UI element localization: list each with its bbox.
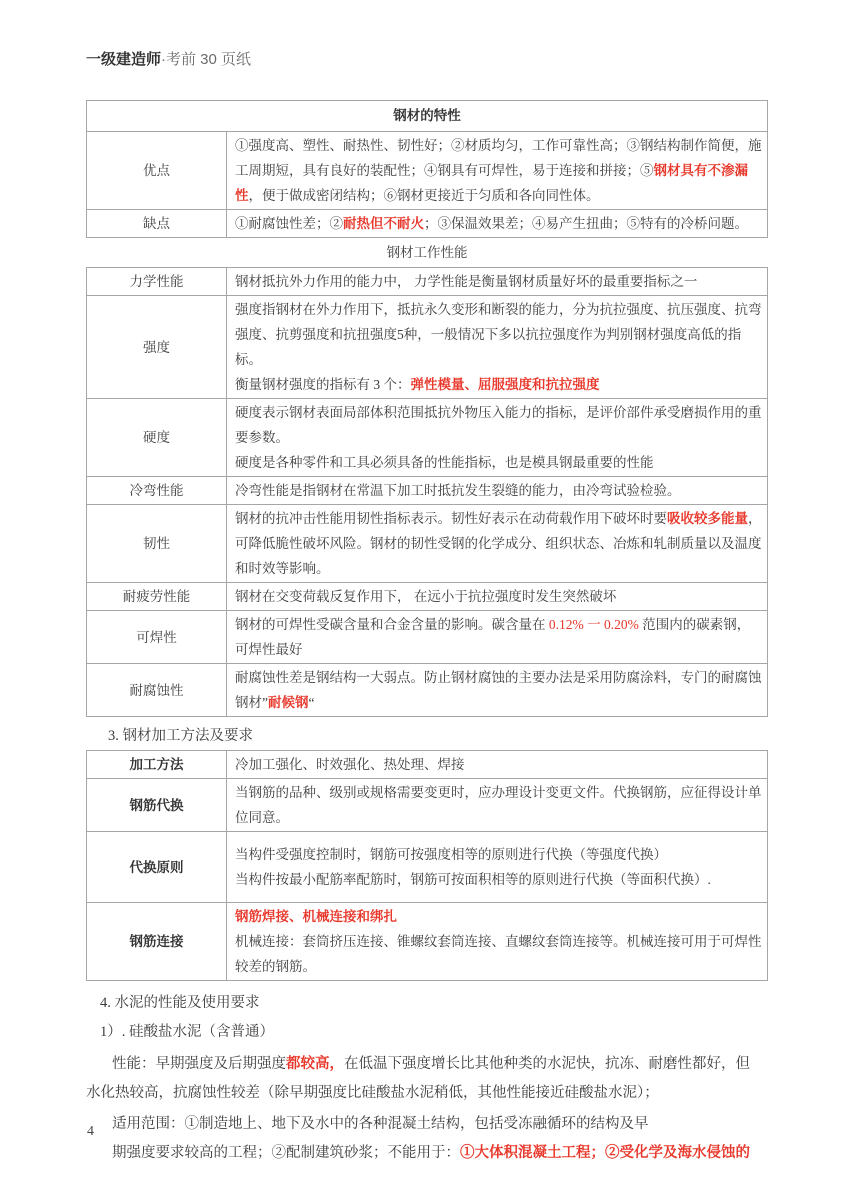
row-content-cell	[227, 832, 768, 903]
row-label-cell: 力学性能	[87, 268, 227, 296]
table-row	[87, 751, 768, 779]
text-segment: 性能：早期强度及后期强度	[112, 1056, 286, 1072]
paragraph-line	[86, 1050, 768, 1079]
row-label-cell: 加工方法	[87, 751, 227, 779]
text-segment: ，便于做成密闭结构；⑥钢材更接近于匀质和各向同性体。	[248, 188, 600, 203]
cell-paragraph	[91, 103, 763, 129]
doc-subtitle: ·考前 30 页纸	[161, 51, 252, 68]
cell-paragraph	[235, 612, 763, 662]
text-segment: 钢材的抗冲击性能用韧性指标表示。韧性好表示在动荷载作用下破坏时要	[235, 511, 667, 526]
table-row	[87, 903, 768, 981]
cell-paragraph	[235, 752, 763, 777]
text-segment: 硬度表示钢材表面局部体积范围抵抗外物压入能力的指标，是评价部件承受磨损作用的重要参数。	[235, 405, 762, 445]
row-content-cell	[227, 399, 768, 477]
paragraph-line	[112, 1139, 768, 1168]
highlighted-text: 钢材具有不渗漏性	[235, 163, 748, 203]
row-content-cell	[227, 779, 768, 832]
subsection-1-heading: 1）. 硅酸盐水泥（含普通）	[100, 1024, 274, 1040]
table-row	[87, 583, 768, 611]
table-row	[87, 101, 768, 132]
page-header	[86, 50, 768, 70]
paragraph-line	[112, 1110, 768, 1139]
table-row	[87, 779, 768, 832]
row-label-cell: 代换原则	[87, 832, 227, 903]
row-label-cell: 钢筋连接	[87, 903, 227, 981]
cell-paragraph	[235, 780, 763, 830]
cell-paragraph	[235, 372, 763, 397]
doc-title: 一级建造师	[86, 51, 162, 68]
cell-paragraph	[235, 584, 763, 609]
cell-paragraph	[235, 133, 763, 208]
table-row	[87, 238, 768, 268]
cell-paragraph	[235, 450, 763, 475]
cell-paragraph	[235, 665, 763, 715]
cell-paragraph	[235, 867, 763, 892]
table-row	[87, 268, 768, 296]
text-segment: 当构件受强度控制时，钢筋可按强度相等的原则进行代换（等强度代换）	[235, 847, 667, 862]
row-content-cell	[227, 903, 768, 981]
text-segment: 强度指钢材在外力作用下，抵抗永久变形和断裂的能力，分为抗拉强度、抗压强度、抗弯强度、抗剪强度和抗扭强度5种，一般情况下多以抗拉强度作为判别钢材强度高低的指标。	[235, 302, 762, 367]
text-segment: 当构件按最小配筋率配筋时，钢筋可按面积相等的原则进行代换（等面积代换）.	[235, 872, 711, 887]
text-segment: ；③保温效果差；④易产生扭曲；⑤特有的冷桥问题。	[424, 216, 748, 231]
text-segment: 在低温下强度增长比其他种类的水泥快，抗冻、耐磨性都好，但	[344, 1056, 750, 1072]
cement-performance-paragraph	[86, 1050, 768, 1108]
row-content-cell	[227, 611, 768, 664]
steel-processing-table	[86, 750, 768, 981]
table-row	[87, 477, 768, 505]
steel-traits-table	[86, 100, 768, 717]
text-segment: 硬度是各种零件和工具必须具备的性能指标，也是模具钢最重要的性能	[235, 455, 654, 470]
row-label-cell: 硬度	[87, 399, 227, 477]
row-label-cell: 耐疲劳性能	[87, 583, 227, 611]
cell-paragraph	[235, 842, 763, 867]
row-content-cell	[227, 664, 768, 717]
highlighted-text: 耐候钢	[268, 695, 309, 710]
highlighted-text: 吸收较多能量	[667, 511, 748, 526]
cell-paragraph	[235, 506, 763, 581]
row-label-cell: 强度	[87, 296, 227, 399]
text-segment: 衡量钢材强度的指标有 3 个：	[235, 377, 411, 392]
cell-paragraph	[235, 297, 763, 372]
table-row	[87, 399, 768, 477]
text-segment: ①强度高、塑性、耐热性、韧性好；②材质均匀，工作可靠性高；③钢结构制作简便，施工周期短，具有良好的装配性；④钢具有可焊性，易于连接和拼接；⑤	[235, 138, 762, 178]
table-row	[87, 832, 768, 903]
table-section-header-cell	[87, 101, 768, 132]
text-segment: 钢材抵抗外力作用的能力中， 力学性能是衡量钢材质量好坏的最重要指标之一	[235, 274, 698, 289]
text-segment: 水化热较高，抗腐蚀性较差（除早期强度比硅酸盐水泥稍低，其他性能接近硅酸盐水泥）；	[86, 1085, 659, 1101]
row-content-cell	[227, 751, 768, 779]
cell-paragraph	[235, 929, 763, 979]
row-label-cell: 可焊性	[87, 611, 227, 664]
cement-scope-paragraph	[86, 1110, 768, 1168]
section-4-heading: 4. 水泥的性能及使用要求	[100, 995, 260, 1011]
cell-paragraph	[235, 904, 763, 929]
cell-paragraph	[235, 478, 763, 503]
table-row	[87, 664, 768, 717]
cell-paragraph	[91, 240, 764, 265]
text-segment: 钢材的可焊性受碳含量和合金含量的影响。碳含量在	[235, 617, 549, 632]
row-label-cell: 耐腐蚀性	[87, 664, 227, 717]
table-row	[87, 132, 768, 210]
row-content-cell	[227, 210, 768, 238]
row-content-cell	[227, 505, 768, 583]
row-content-cell	[227, 268, 768, 296]
row-label-cell: 冷弯性能	[87, 477, 227, 505]
text-segment: “	[308, 695, 315, 710]
row-content-cell	[227, 583, 768, 611]
row-content-cell	[227, 296, 768, 399]
text-segment: 机械连接：套筒挤压连接、锥螺纹套筒连接、直螺纹套筒连接等。机械连接可用于可焊性较差的钢筋。	[235, 934, 762, 974]
text-segment: ，可降低脆性破坏风险。钢材的韧性受钢的化学成分、组织状态、冶炼和轧制质量以及温度和时效等影响。	[235, 511, 762, 576]
highlighted-text: 耐热但不耐火	[343, 216, 424, 231]
text-segment: 适用范围：①制造地上、地下及水中的各种混凝土结构，包括受冻融循环的结构及早	[112, 1116, 649, 1132]
text-segment: 钢材工作性能	[386, 245, 468, 260]
text-segment: 范围内的碳素钢，可焊性最好	[235, 617, 751, 657]
row-content-cell	[227, 477, 768, 505]
table-row	[87, 296, 768, 399]
highlighted-text: 弹性模量、屈服强度和抗拉强度	[410, 377, 600, 392]
row-label-cell: 缺点	[87, 210, 227, 238]
table-row	[87, 505, 768, 583]
table-section-header-cell	[87, 238, 768, 268]
table-row	[87, 210, 768, 238]
row-label-cell: 优点	[87, 132, 227, 210]
highlighted-text: 都较高，	[286, 1056, 344, 1072]
text-segment: 当钢筋的品种、级别或规格需要变更时，应办理设计变更文件。代换钢筋，应征得设计单位同意。	[235, 785, 762, 825]
table-row	[87, 611, 768, 664]
highlighted-text: ①大体积混凝土工程；②受化学及海水侵蚀的	[460, 1145, 750, 1161]
highlighted-text: 0.12% 一 0.20%	[548, 617, 639, 632]
text-segment: 钢材在交变荷载反复作用下， 在远小于抗拉强度时发生突然破坏	[235, 589, 617, 604]
text-segment: 期强度要求较高的工程；②配制建筑砂浆；不能用于：	[112, 1145, 460, 1161]
row-content-cell	[227, 132, 768, 210]
text-segment: 耐腐蚀性差是钢结构一大弱点。防止钢材腐蚀的主要办法是采用防腐涂料，专门的耐腐蚀钢材”	[235, 670, 762, 710]
text-segment: 冷加工强化、时效强化、热处理、焊接	[235, 757, 465, 772]
page-number: 4	[87, 1124, 94, 1139]
text-segment: 冷弯性能是指钢材在常温下加工时抵抗发生裂缝的能力，由冷弯试验检验。	[235, 483, 681, 498]
cell-paragraph	[235, 269, 763, 294]
section-3-heading: 3. 钢材加工方法及要求	[108, 728, 253, 744]
highlighted-text: 钢筋焊接、机械连接和绑扎	[235, 909, 397, 924]
cell-paragraph	[235, 400, 763, 450]
row-label-cell: 韧性	[87, 505, 227, 583]
text-segment: 钢材的特性	[393, 108, 461, 123]
paragraph-line	[86, 1079, 768, 1108]
cell-paragraph	[235, 211, 763, 236]
text-segment: ①耐腐蚀性差；②	[235, 216, 343, 231]
row-label-cell: 钢筋代换	[87, 779, 227, 832]
